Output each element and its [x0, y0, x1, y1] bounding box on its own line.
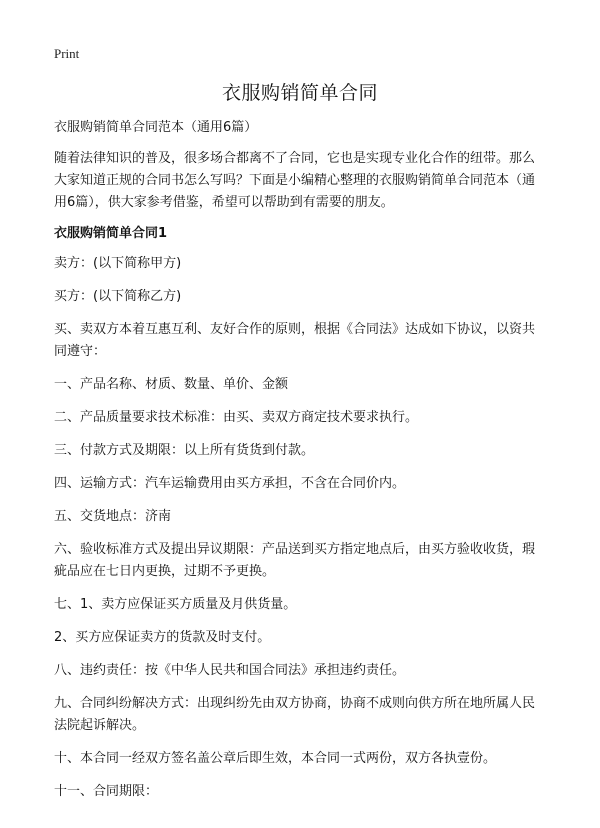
clause-7-1: 七、1、卖方应保证买方质量及月供货量。	[54, 597, 297, 612]
clause-9: 九、合同纠纷解决方式：出现纠纷先由双方协商，协商不成则向供方所在地所属人民法院起诉解决。	[54, 696, 536, 733]
intro-paragraph: 随着法律知识的普及，很多场合都离不了合同，它也是实现专业化合作的纽带。那么大家知道正规的合同书怎么写吗？下面是小编精心整理的衣服购销简单合同范本（通用6篇），供大家参考借鉴，希望可以帮助到有需要的朋友。	[54, 151, 536, 210]
clause-2: 二、产品质量要求技术标准：由买、卖双方商定技术要求执行。	[54, 410, 419, 425]
clause-buyer: 买方：(以下简称乙方)	[54, 289, 182, 304]
clause-7-2: 2、买方应保证卖方的货款及时支付。	[54, 630, 271, 645]
clause-seller: 卖方：(以下简称甲方)	[54, 256, 182, 271]
clause-6: 六、验收标准方式及提出异议期限：产品送到买方指定地点后，由买方验收收货，瑕疵品应在七日内更换，过期不予更换。	[54, 542, 536, 579]
clause-4: 四、运输方式：汽车运输费用由买方承担，不含在合同价内。	[54, 476, 406, 491]
clause-5: 五、交货地点：济南	[54, 509, 172, 524]
clause-preamble: 买、卖双方本着互惠互利、友好合作的原则，根据《合同法》达成如下协议，以资共同遵守：	[54, 322, 536, 359]
section-heading: 衣服购销简单合同1	[54, 226, 168, 241]
document-title: 衣服购销简单合同	[221, 82, 378, 104]
document-subtitle: 衣服购销简单合同范本（通用6篇）	[54, 120, 258, 135]
print-label: Print	[54, 46, 80, 61]
clause-8: 八、违约责任：按《中华人民共和国合同法》承担违约责任。	[54, 663, 406, 678]
clause-1: 一、产品名称、材质、数量、单价、金额	[54, 377, 289, 392]
document-body	[54, 117, 546, 814]
clause-11: 十一、合同期限：	[54, 784, 159, 799]
clause-10: 十、本合同一经双方签名盖公章后即生效，本合同一式两份，双方各执壹份。	[54, 751, 497, 766]
clause-3: 三、付款方式及期限：以上所有货货到付款。	[54, 443, 315, 458]
